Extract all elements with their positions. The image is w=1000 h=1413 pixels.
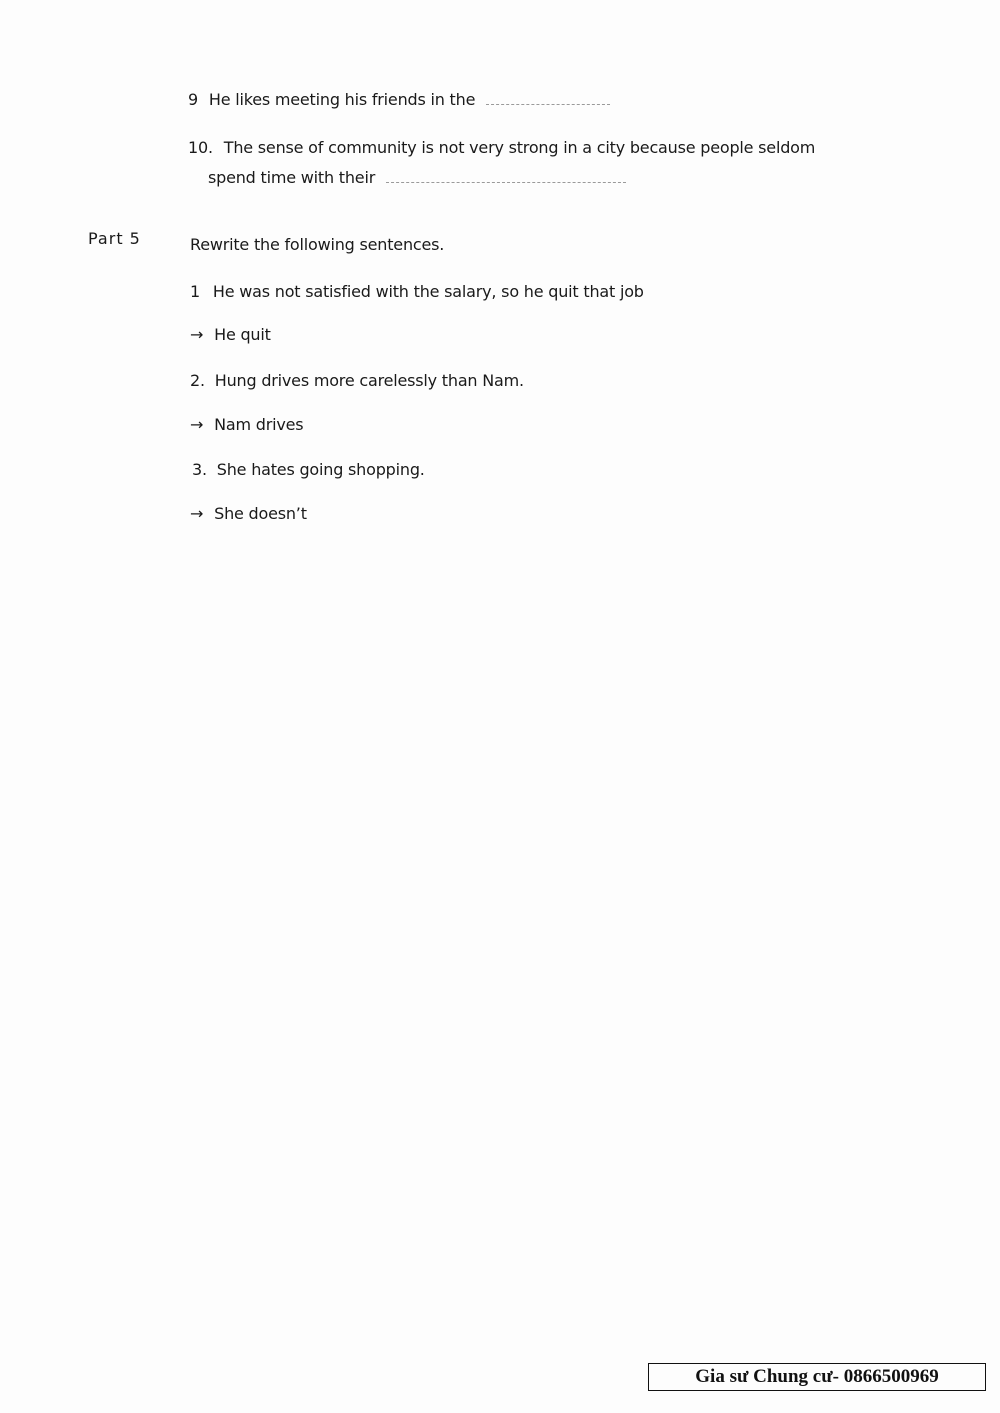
rewrite-answer-3 [190, 504, 307, 523]
question-text: He likes meeting his friends in the [208, 90, 476, 109]
part-label: Part 5 [88, 229, 141, 248]
item-sentence: He was not satisfied with the salary, so he quit that job [212, 282, 644, 301]
item-sentence: Hung drives more carelessly than Nam. [214, 371, 524, 390]
footer-contact-box: Gia sư Chung cư- 0866500969 [648, 1363, 986, 1391]
question-text: The sense of community is not very strong in a city because people seldom [223, 138, 816, 157]
answer-blank[interactable] [486, 103, 610, 105]
question-number: 10. [188, 138, 213, 157]
arrow-icon: → [190, 415, 204, 434]
rewrite-item-3 [192, 460, 425, 479]
question-number: 9 [188, 90, 198, 109]
question-10-continuation [208, 168, 626, 187]
rewrite-item-1 [190, 282, 644, 301]
question-10 [188, 138, 815, 157]
part-instruction: Rewrite the following sentences. [190, 235, 445, 254]
answer-prompt: Nam drives [214, 415, 304, 434]
answer-prompt: He quit [214, 325, 271, 344]
item-number: 3. [192, 460, 207, 479]
answer-prompt: She doesn’t [214, 504, 307, 523]
item-number: 2. [190, 371, 205, 390]
rewrite-item-2 [190, 371, 524, 390]
rewrite-answer-1 [190, 325, 271, 344]
arrow-icon: → [190, 504, 204, 523]
answer-blank[interactable] [386, 181, 626, 183]
arrow-icon: → [190, 325, 204, 344]
question-9 [188, 90, 610, 109]
item-sentence: She hates going shopping. [216, 460, 425, 479]
item-number: 1 [190, 282, 200, 301]
rewrite-answer-2 [190, 415, 303, 434]
question-text-continued: spend time with their [208, 168, 376, 187]
